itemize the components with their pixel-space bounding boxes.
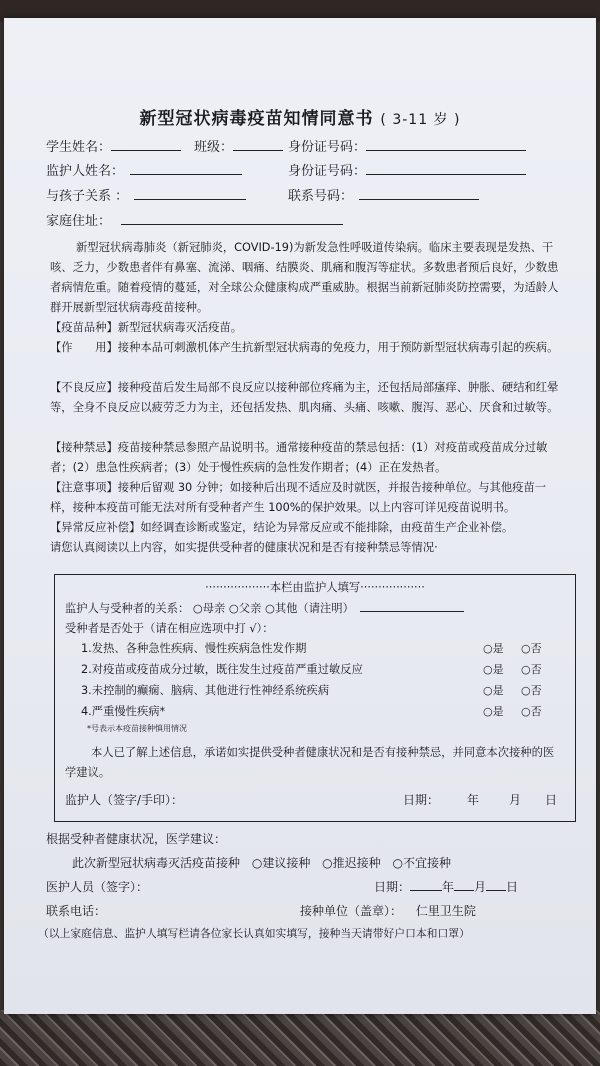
- phone-line[interactable]: [359, 187, 479, 200]
- staff-date: [374, 878, 518, 895]
- guardian-id-line[interactable]: [366, 162, 526, 175]
- section-label: 【异常反应补偿】: [50, 521, 141, 534]
- phone-field[interactable]: [288, 185, 479, 204]
- guardian-fill-box: [54, 574, 576, 822]
- guardian-id-label: 身份证号码：: [288, 164, 367, 179]
- contact-phone-label: 联系电话：: [46, 904, 107, 918]
- yes-radio-4[interactable]: ○是: [483, 705, 504, 718]
- option-mother[interactable]: ○母亲: [192, 602, 226, 615]
- student-name-line[interactable]: [111, 138, 181, 151]
- no-radio-2[interactable]: ○否: [521, 663, 542, 676]
- relation-row-label: 监护人与受种者的关系：: [65, 602, 190, 615]
- unit-label: 接种单位（盖章）：: [300, 904, 403, 918]
- address-line[interactable]: [121, 212, 343, 225]
- box-year: 年: [467, 793, 480, 807]
- condition-item-1: 1.发热、各种急性疾病、慢性疾病急性发作期: [81, 642, 307, 655]
- footer-note: （以上家庭信息、监护人填写栏请各位家长认真如实填写，接种当天请带好户口本和口罩）: [38, 927, 470, 940]
- form-title: [4, 104, 596, 129]
- section-label: 【不良反应】: [50, 381, 118, 394]
- staff-month: 月: [474, 880, 487, 894]
- medical-staff-signature[interactable]: 医护人员（签字）：: [46, 880, 149, 894]
- staff-day: 日: [506, 880, 519, 894]
- box-day: 日: [545, 793, 558, 807]
- option-father[interactable]: ○父亲: [228, 602, 262, 615]
- yes-radio-3[interactable]: ○是: [483, 684, 504, 697]
- title-text: 新型冠状病毒疫苗知情同意书: [139, 109, 374, 129]
- guardian-name-line[interactable]: [130, 162, 242, 175]
- section-text: 接种本品可刺激机体产生抗新型冠状病毒的免疫力，用于预防新型冠状病毒引起的疾病。: [117, 341, 559, 354]
- read-notice: 请您认真阅读以上内容，如实提供受种者的健康状况和是否有接种禁忌等情况·: [50, 541, 438, 554]
- consent-form-paper: [4, 18, 596, 1014]
- unit-name: 仁里卫生院: [415, 904, 476, 918]
- relation-field[interactable]: [46, 185, 246, 204]
- guardian-name-label: 监护人姓名：: [46, 164, 125, 179]
- yes-radio-2[interactable]: ○是: [483, 663, 504, 676]
- box-month: 月: [509, 793, 522, 807]
- condition-item-4: 4.严重慢性疾病*: [81, 705, 166, 718]
- no-radio-3[interactable]: ○否: [521, 684, 542, 697]
- class-label: 班级：: [194, 140, 234, 155]
- condition-item-2: 2.对疫苗或疫苗成分过敏，既往发生过疫苗严重过敏反应: [81, 663, 363, 676]
- student-id-field[interactable]: [288, 136, 526, 155]
- vaccination-unit: [300, 902, 476, 919]
- section-contraindications: [50, 438, 566, 478]
- section-compensation: [50, 518, 566, 538]
- state-question: 受种者是否处于（请在相应选项中打 √）：: [65, 622, 274, 635]
- guardian-name-field[interactable]: [46, 160, 242, 179]
- student-id-line[interactable]: [366, 138, 526, 151]
- advice-prefix: 此次新型冠状病毒灭活疫苗接种: [72, 856, 241, 870]
- box-header: ··················本栏由监护人填写··················: [205, 581, 425, 594]
- student-name-field[interactable]: [46, 136, 181, 155]
- section-text: 疫苗接种禁忌参照产品说明书。通常接种疫苗的禁忌包括：(1）对疫苗或疫苗成分过敏者；(2）患急性疾病者；(3）处于慢性疾病的急性发作期者；(4）正在发热者。: [50, 441, 548, 474]
- day-line[interactable]: [486, 878, 506, 891]
- no-radio-1[interactable]: ○否: [521, 642, 542, 655]
- option-recommend[interactable]: ○建议接种: [251, 856, 311, 870]
- section-label: 【接种禁忌】: [50, 441, 118, 454]
- guardian-signature-label[interactable]: 监护人（签字/手印）：: [65, 793, 184, 807]
- section-vaccine-type: [50, 318, 566, 338]
- staff-date-label: 日期：: [374, 880, 411, 894]
- title-age-range: ( 3-11 岁 ): [380, 112, 461, 128]
- advice-label: 根据受种者健康状况，医学建议：: [46, 832, 227, 846]
- section-label: 【疫苗品种】: [50, 321, 118, 334]
- relation-row: [65, 599, 464, 616]
- advice-row: [72, 854, 451, 871]
- section-text: 接种后留观 30 分钟；如接种后出现不适应及时就医，并报告接种单位。与其他疫苗一样，接种本疫苗可能无法对所有受种者产生 100%的保护效果。以上内容可详见疫苗说明书。: [50, 481, 547, 514]
- consent-statement: 本人已了解上述信息，承诺如实提供受种者健康状况和是否有接种禁忌，并同意本次接种的医学建议。: [65, 746, 555, 779]
- relation-line[interactable]: [134, 187, 246, 200]
- address-field[interactable]: [46, 210, 343, 229]
- intro-paragraph: 新型冠状病毒肺炎（新冠肺炎，COVID-19)为新发急性呼吸道传染病。临床主要表现是发热、干咳、乏力，少数患者伴有鼻塞、流涕、咽痛、结膜炎、肌痛和腹泻等症状。多数患者预后良好，少数患者病情危重。随着疫情的蔓延，对全球公众健康构成严重威胁。根据当前新冠肺炎防控需要，为适龄人群开展新型冠状病毒疫苗接种。: [50, 241, 559, 314]
- student-name-label: 学生姓名：: [46, 140, 112, 155]
- background-floor: [0, 1010, 600, 1066]
- section-text: 如经调查诊断或鉴定，结论为异常反应或不能排除，由疫苗生产企业补偿。: [140, 521, 514, 534]
- address-label: 家庭住址：: [46, 214, 112, 229]
- section-label: 【作 用】: [50, 341, 118, 354]
- class-field[interactable]: [194, 136, 283, 155]
- option-postpone[interactable]: ○推迟接种: [322, 856, 381, 870]
- yes-radio-1[interactable]: ○是: [483, 642, 504, 655]
- footnote: *号表示本疫苗接种慎用情况: [87, 724, 187, 733]
- relation-label: 与孩子关系 ：: [46, 189, 129, 204]
- section-label: 【注意事项】: [50, 481, 118, 494]
- section-precautions: [50, 478, 566, 518]
- no-radio-4[interactable]: ○否: [521, 705, 542, 718]
- staff-year: 年: [442, 880, 455, 894]
- other-specify-line[interactable]: [360, 599, 464, 612]
- section-text: 接种疫苗后发生局部不良反应以接种部位疼痛为主，还包括局部瘙痒、肿胀、硬结和红晕等，全身不良反应以疲劳乏力为主，还包括发热、肌肉痛、头痛、咳嗽、腹泻、恶心、厌食和过敏等。: [50, 381, 559, 414]
- guardian-id-field[interactable]: [288, 160, 526, 179]
- phone-label: 联系号码：: [288, 189, 354, 204]
- condition-item-3: 3.未控制的癫痫、脑病、其他进行性神经系统疾病: [81, 684, 330, 697]
- section-adverse-reactions: [50, 378, 566, 418]
- class-line[interactable]: [233, 138, 283, 151]
- option-other[interactable]: ○其他（请注明）: [264, 602, 354, 615]
- year-line[interactable]: [410, 878, 442, 891]
- student-id-label: 身份证号码：: [288, 140, 367, 155]
- month-line[interactable]: [454, 878, 474, 891]
- section-effect: [50, 338, 566, 358]
- box-date-label: 日期：: [403, 793, 440, 807]
- option-not-suitable[interactable]: ○不宜接种: [392, 856, 451, 870]
- section-text: 新型冠状病毒灭活疫苗。: [117, 321, 243, 334]
